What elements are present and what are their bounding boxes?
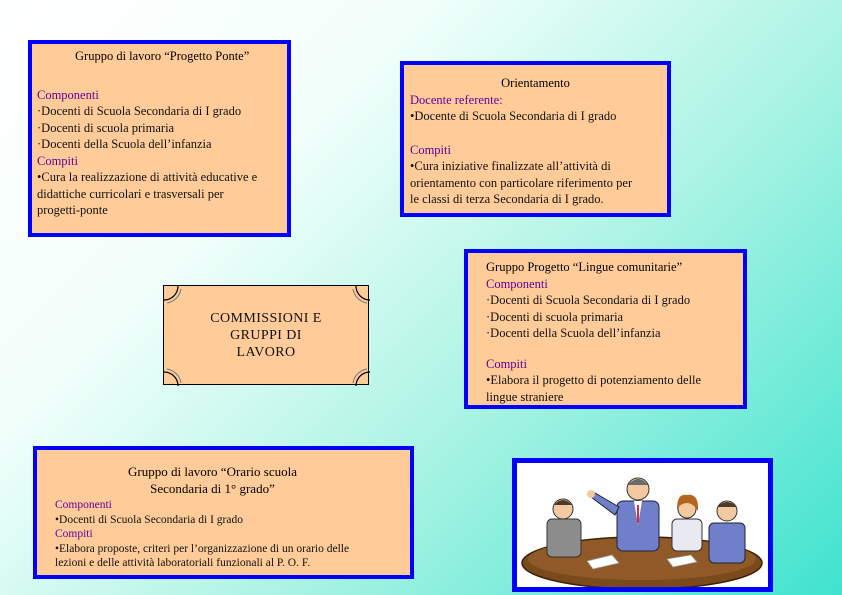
text-line: progetti-ponte	[37, 203, 108, 217]
text-line: lingue straniere	[486, 389, 564, 404]
compiti-text	[55, 542, 410, 571]
text-line: •Cura iniziative finalizzate all’attività di	[410, 159, 611, 173]
list-item: ·Docenti della Scuola dell’infanzia	[37, 137, 212, 151]
list-item: ·Docenti di scuola primaria	[37, 120, 175, 135]
compiti-text	[37, 169, 283, 219]
list-item: ·Docenti della Scuola dell’infanzia	[486, 326, 661, 340]
text-line: le classi di terza Secondaria di I grado.	[410, 192, 604, 206]
compiti-label: Compiti	[37, 153, 78, 168]
referente-label: Docente referente:	[410, 92, 503, 107]
componenti-label: Componenti	[486, 276, 548, 291]
progetto-ponte-title: Gruppo di lavoro “Progetto Ponte”	[75, 49, 250, 63]
orientamento-title: Orientamento	[501, 76, 570, 90]
compiti-label: Compiti	[55, 528, 93, 540]
list-item: ·Docenti di scuola primaria	[486, 309, 624, 324]
text-line: •Elabora il progetto di potenziamento delle	[486, 373, 702, 387]
plaque-line: COMMISSIONI E	[210, 311, 322, 326]
referente-text: •Docente di Scuola Secondaria di I grado	[410, 109, 617, 123]
list-item: ·Docenti di Scuola Secondaria di I grado	[486, 293, 691, 307]
text-line: •Cura la realizzazione di attività educative e	[37, 170, 258, 184]
plaque-line: LAVORO	[236, 345, 296, 360]
componenti-label: Componenti	[55, 499, 112, 511]
title-line: Gruppo di lavoro “Orario scuola	[128, 464, 297, 479]
lingue-comunitarie-box	[464, 249, 747, 409]
compiti-label: Compiti	[486, 356, 527, 371]
meeting-illustration-icon	[517, 463, 768, 587]
compiti-text	[410, 158, 661, 208]
list-item: ·Docenti di Scuola Secondaria di I grado	[37, 104, 242, 118]
orario-scuola-box	[33, 446, 414, 579]
list-item: •Docenti di Scuola Secondaria di I grado	[55, 513, 243, 526]
text-line: orientamento con particolare riferimento per	[410, 175, 633, 190]
text-line: •Elabora proposte, criteri per l’organizzazione di un orario delle	[55, 542, 350, 555]
componenti-label: Componenti	[37, 87, 99, 102]
orario-title	[55, 463, 370, 497]
commissioni-plaque	[163, 285, 369, 385]
orientamento-box	[400, 61, 671, 217]
compiti-label: Compiti	[410, 142, 451, 157]
title-line: Secondaria di 1° grado”	[150, 481, 275, 496]
lingue-title: Gruppo Progetto “Lingue comunitarie”	[486, 260, 683, 274]
text-line: lezioni e delle attività laboratoriali funzionali al P. O. F.	[55, 557, 311, 569]
text-line: didattiche curricolari e trasversali per	[37, 186, 224, 201]
meeting-clipart	[512, 458, 773, 592]
progetto-ponte-box	[28, 40, 291, 237]
compiti-text	[486, 372, 733, 405]
plaque-line: GRUPPI DI	[230, 328, 302, 343]
plaque-title	[164, 310, 368, 361]
